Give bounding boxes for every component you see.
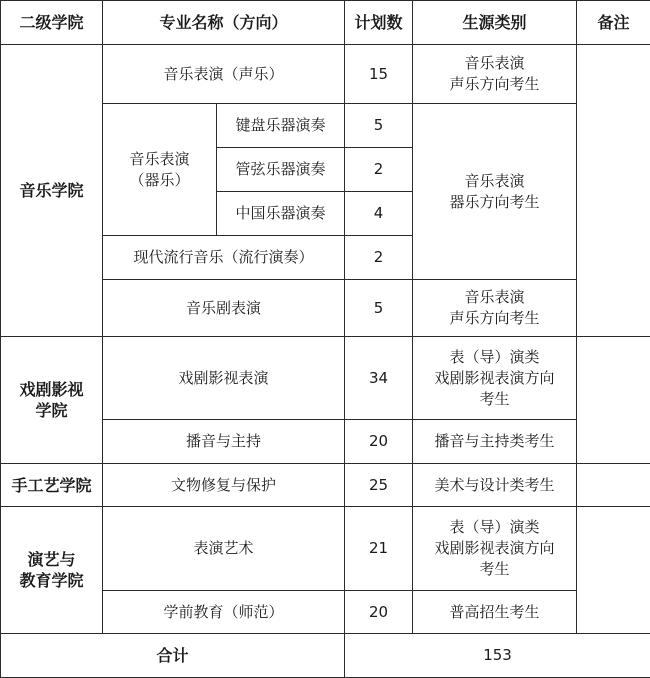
college-edu: 演艺与 教育学院 (1, 507, 103, 634)
major-cell: 表演艺术 (103, 507, 345, 591)
major-cell: 音乐剧表演 (103, 280, 345, 337)
source-cell: 音乐表演 声乐方向考生 (413, 45, 577, 104)
source-cell: 表（导）演类 戏剧影视表演方向 考生 (413, 337, 577, 420)
source-cell: 普高招生考生 (413, 591, 577, 634)
major-cell: 学前教育（师范） (103, 591, 345, 634)
college-music: 音乐学院 (1, 45, 103, 337)
major-cell: 中国乐器演奏 (217, 192, 345, 236)
remark-cell-music (577, 45, 650, 337)
remark-cell-craft (577, 464, 650, 507)
plan-cell: 21 (345, 507, 413, 591)
table-row (1, 337, 650, 420)
plan-cell: 2 (345, 148, 413, 192)
major-cell: 键盘乐器演奏 (217, 104, 345, 148)
college-craft: 手工艺学院 (1, 464, 103, 507)
major-cell: 戏剧影视表演 (103, 337, 345, 420)
major-cell: 音乐表演（声乐） (103, 45, 345, 104)
total-row (1, 634, 650, 678)
source-cell: 表（导）演类 戏剧影视表演方向 考生 (413, 507, 577, 591)
plan-cell: 5 (345, 280, 413, 337)
major-cell: 文物修复与保护 (103, 464, 345, 507)
source-cell: 音乐表演 器乐方向考生 (413, 104, 577, 280)
plan-cell: 34 (345, 337, 413, 420)
plan-cell: 20 (345, 420, 413, 464)
plan-cell: 25 (345, 464, 413, 507)
total-label: 合计 (1, 634, 345, 678)
plan-cell: 4 (345, 192, 413, 236)
remark-cell-edu (577, 507, 650, 634)
source-cell: 播音与主持类考生 (413, 420, 577, 464)
plan-cell: 20 (345, 591, 413, 634)
major-cell: 播音与主持 (103, 420, 345, 464)
source-cell: 美术与设计类考生 (413, 464, 577, 507)
header-college: 二级学院 (1, 1, 103, 45)
plan-cell: 15 (345, 45, 413, 104)
header-major: 专业名称（方向） (103, 1, 345, 45)
header-plan: 计划数 (345, 1, 413, 45)
header-row (1, 1, 650, 45)
major-cell: 管弦乐器演奏 (217, 148, 345, 192)
total-value: 153 (345, 634, 650, 678)
header-source: 生源类别 (413, 1, 577, 45)
remark-cell-drama (577, 337, 650, 464)
table-row (1, 507, 650, 591)
major-group-instrument: 音乐表演 （器乐） (103, 104, 217, 236)
source-cell: 音乐表演 声乐方向考生 (413, 280, 577, 337)
table-row (1, 464, 650, 507)
header-remark: 备注 (577, 1, 650, 45)
college-drama: 戏剧影视 学院 (1, 337, 103, 464)
table-row (1, 45, 650, 104)
plan-cell: 2 (345, 236, 413, 280)
major-cell: 现代流行音乐（流行演奏） (103, 236, 345, 280)
plan-cell: 5 (345, 104, 413, 148)
